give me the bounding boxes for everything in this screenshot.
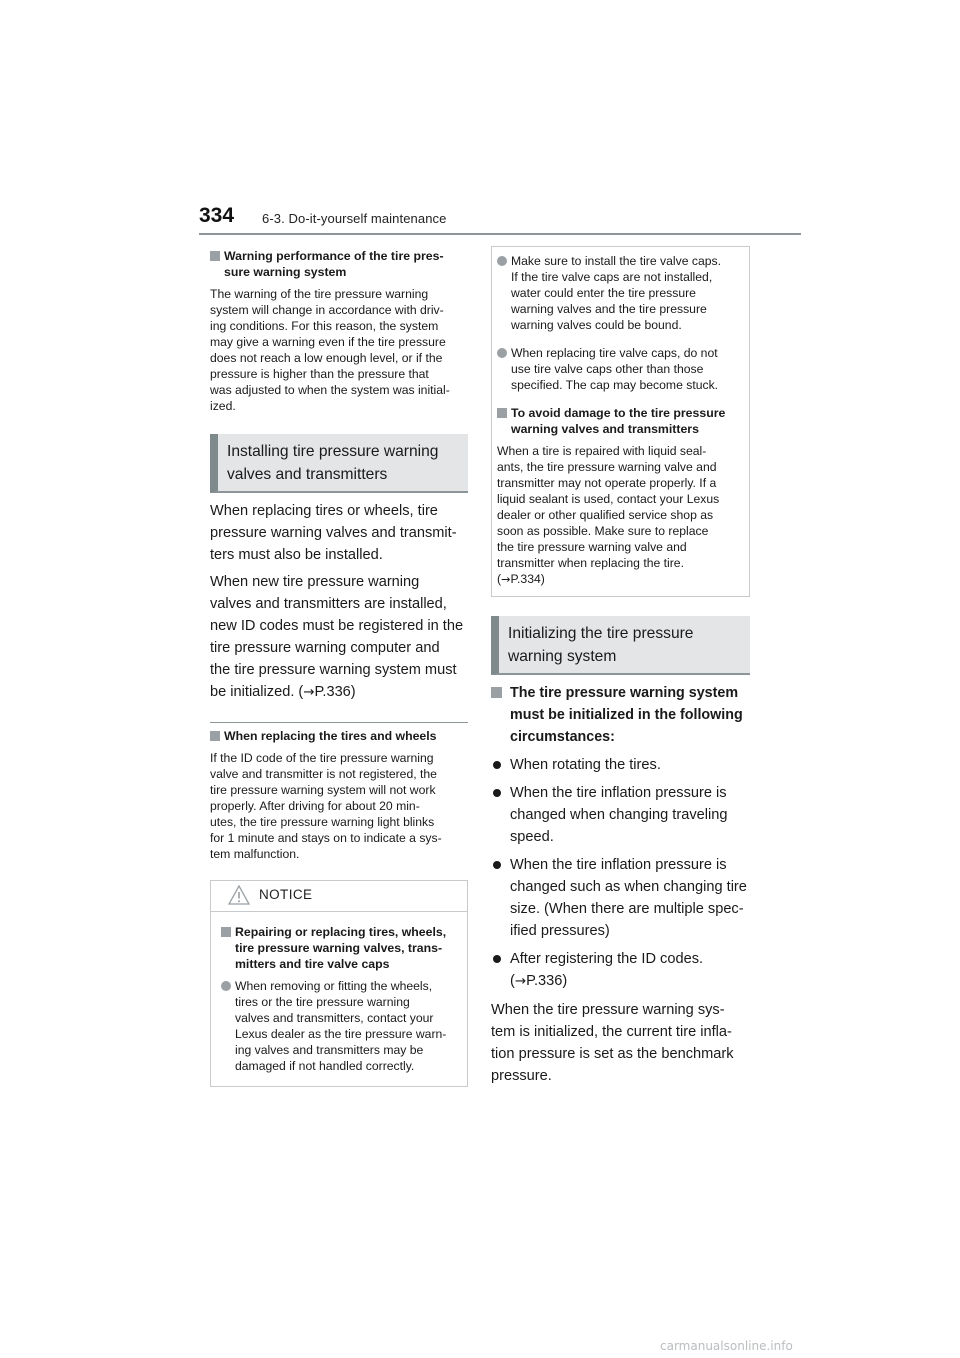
circle-bullet-icon (497, 348, 507, 358)
header-rule (199, 233, 801, 235)
valve-cap-item-2: When replacing tire valve caps, do not use tire valve caps other than those specified. The cap may become stuck. (497, 345, 744, 393)
notice-item: When removing or fitting the wheels, tires or the tire pressure warning valves and transmitters, contact your Lexus dealer as the tire pressure warn- ing valves and transmitters may be damaged if not handled correctly. (221, 978, 457, 1074)
initializing-heading: The tire pressure warning system must be initialized in the following circumstances: (491, 682, 750, 748)
valve-cap-item-1: Make sure to install the tire valve caps. If the tire valve caps are not installed, water could enter the tire pressure warning valves and the tire pressure warning valves could be bound. (497, 253, 744, 333)
circle-bullet-icon (221, 981, 231, 991)
square-bullet-icon (221, 927, 231, 937)
arrow-icon: → (514, 974, 527, 989)
circle-bullet-icon (497, 256, 507, 266)
initializing-section-title: Initializing the tire pressure warning system (491, 616, 750, 675)
notice-header (211, 881, 467, 912)
page-ref-336[interactable]: P.336) (314, 684, 356, 700)
replacing-heading: When replacing the tires and wheels (210, 728, 468, 744)
installing-paragraph-1: When replacing tires or wheels, tire pressure warning valves and transmit- ters must also be installed. (210, 503, 457, 563)
replacing-text: If the ID code of the tire pressure warning valve and transmitter is not registered, the tire pressure warning system will not work properly. After driving for about 20 min- utes, the tire pressure warning light blinks for 1 minute and stays on to indicate a sys- tem malfunction. (210, 751, 442, 861)
page-ref-334[interactable]: P.334) (510, 572, 545, 586)
notice-continued-box (491, 246, 750, 597)
circumstance-item: When the tire inflation pressure is changed when changing traveling speed. (491, 782, 750, 848)
avoid-damage-text: When a tire is repaired with liquid seal- ants, the tire pressure warning valve and transmitter may not operate properly. If a liquid sealant is used, contact your Lexus dealer or other qualified service shop as soon as possible. Make sure to replace the tire pressure warning valve and transmitter when replacing the tire. (497, 444, 720, 570)
warning-triangle-icon (228, 885, 250, 905)
closing-paragraph: When the tire pressure warning sys- tem is initialized, the current tire infla- tion pressure is set as the benchmark pressure. (491, 1002, 734, 1084)
divider (210, 722, 468, 723)
notice-box (210, 880, 468, 1087)
circumstance-item: After registering the ID codes. (→P.336) (491, 948, 750, 993)
installing-paragraph-2: When new tire pressure warning valves and transmitters are installed, new ID codes must be registered in the tire pressure warning computer and the tire pressure warning system must be initialized. (→P.336) (210, 574, 464, 700)
circumstance-item: When rotating the tires. (491, 754, 750, 776)
installing-section-title: Installing tire pressure warning valves and transmitters (210, 434, 468, 493)
square-bullet-icon (491, 687, 502, 698)
right-column (491, 246, 750, 1087)
notice-label: NOTICE (259, 887, 313, 902)
avoid-damage-ref: (→P.334) (497, 572, 545, 586)
bullet-icon (493, 955, 501, 963)
section-title: 6-3. Do-it-yourself maintenance (262, 211, 447, 226)
arrow-icon: → (303, 685, 315, 700)
left-column (210, 246, 468, 1087)
page-ref-336[interactable]: P.336) (526, 973, 568, 989)
bullet-icon (493, 789, 501, 797)
warning-performance-heading: Warning performance of the tire pres- sure warning system (210, 248, 468, 280)
bullet-icon (493, 861, 501, 869)
warning-performance-text: The warning of the tire pressure warning system will change in accordance with driv- ing conditions. For this reason, the system may give a warning even if the tire pressure does not reach a low enough level, or if the pressure is higher than the pressure that was adjusted to when the system was initial- ized. (210, 287, 450, 413)
avoid-damage-heading: To avoid damage to the tire pressure warning valves and transmitters (497, 405, 744, 437)
bullet-icon (493, 761, 501, 769)
page-number: 334 (199, 204, 235, 227)
notice-heading: Repairing or replacing tires, wheels, tire pressure warning valves, trans- mitters and tire valve caps (221, 924, 457, 972)
watermark-footer: carmanualsonline.info (660, 1339, 793, 1353)
square-bullet-icon (210, 251, 220, 261)
square-bullet-icon (497, 408, 507, 418)
arrow-icon: → (501, 573, 511, 586)
circumstance-item: When the tire inflation pressure is changed such as when changing tire size. (When there are multiple spec- ified pressures) (491, 854, 750, 942)
square-bullet-icon (210, 731, 220, 741)
